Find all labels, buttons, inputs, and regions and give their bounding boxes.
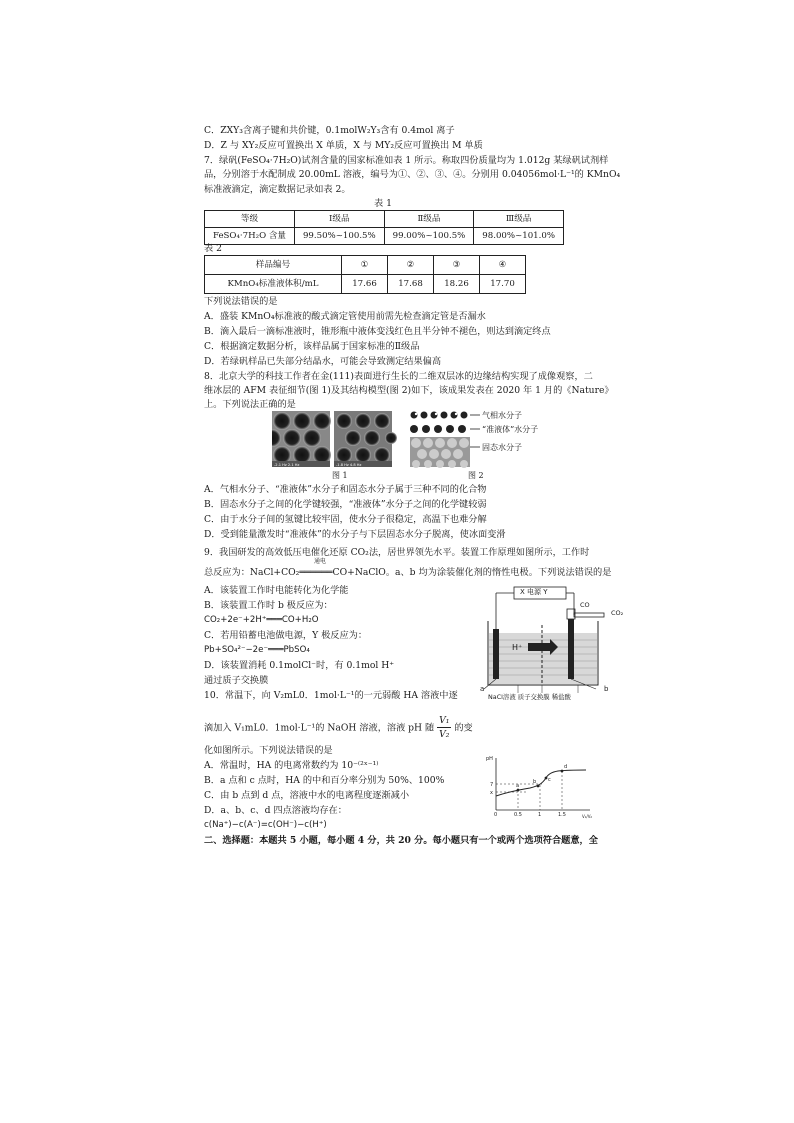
table-cell: ② [388, 256, 434, 275]
graph-tick-15: 1.5 [558, 812, 566, 818]
q10-stem-1: 10．常温下，向 V₂mL0．1mol·L⁻¹的一元弱酸 HA 溶液中逐 [204, 690, 458, 701]
q9-stem-1: 9．我国研发的高效低压电催化还原 CO₂法，居世界领先水平。装置工作原理如图所示，工作时 [204, 547, 590, 558]
q9-condition: 通电 [314, 558, 327, 565]
table-cell: 98.00%~101.0% [474, 228, 564, 245]
point-b [537, 785, 540, 788]
section-2-heading: 二、选择题：本题共 5 小题，每小题 4 分，共 20 分。每小题只有一个或两个选项符合题意，全 [204, 835, 598, 846]
electrode-b-label: b [604, 685, 609, 693]
q8-option-a: A．气相水分子、“准液体”水分子和固态水分子属于三种不同的化合物 [204, 484, 487, 495]
graph-tick-0: 0 [494, 812, 498, 818]
q10-stem-2 [204, 714, 473, 742]
table2-title: 表 2 [204, 243, 222, 254]
table-cell: ① [342, 256, 388, 275]
table-row [205, 275, 526, 294]
afm-figure-1 [272, 411, 400, 469]
q9-option-b: B．该装置工作时 b 极反应为： [204, 600, 333, 611]
fraction-numerator: V₁ [437, 714, 451, 728]
graph-y-label: pH [486, 756, 493, 762]
graph-tick-1: 1 [538, 812, 542, 818]
table-cell: 17.70 [480, 275, 526, 294]
graph-point-d-label: d [564, 764, 568, 770]
table-cell: 等级 [205, 211, 295, 228]
q9-option-d: D．该装置消耗 0.1molCl⁻时，有 0.1mol H⁺ [204, 660, 395, 671]
q8-stem-1: 8．北京大学的科技工作者在金(111)表面进行生长的二维双层冰的边缘结构实现了成像观察，二 [204, 371, 593, 382]
afm-scale-1: -2.1 Hz 2.1 Hz [274, 463, 300, 467]
q10-equation-d: c(Na⁺)−c(A⁻)=c(OH⁻)−c(H⁺) [204, 820, 327, 830]
table-cell: Ⅲ级品 [474, 211, 564, 228]
q8-option-c: C．由于水分子间的氢键比较牢固，使水分子很稳定，高温下也难分解 [204, 514, 487, 525]
q6-option-d: D．Z 与 XY₂反应可置换出 X 单质，X 与 MY₂反应可置换出 M 单质 [204, 140, 483, 151]
titration-curve [478, 752, 598, 820]
q7-option-b: B．滴入最后一滴标准液时，锥形瓶中液体变浅红色且半分钟不褪色，则达到滴定终点 [204, 326, 551, 337]
q10-stem-2b: 的变 [454, 722, 473, 734]
table-row [205, 211, 564, 228]
q7-stem-1: 7．绿矾(FeSO₄·7H₂O)试剂含量的国家标准如表 1 所示。称取四份质量均为 1.012g 某绿矾试剂样 [204, 155, 609, 166]
graph-x-label: V₁/V₂ [582, 814, 593, 819]
table-cell: FeSO₄·7H₂O 含量 [205, 228, 295, 245]
q7-stem-3: 标准液滴定，滴定数据记录如表 2。 [204, 184, 351, 195]
fig2-label-solid: 固态水分子 [482, 443, 522, 452]
table-cell: 99.50%~100.5% [295, 228, 385, 245]
table-cell: Ⅱ级品 [384, 211, 474, 228]
cell-bottom-labels: NaCl溶液 质子交换膜 稀盐酸 [488, 693, 571, 701]
q8-option-d: D．受到能量激发时“准液体”的水分子与下层固态水分子脱离，使冰面变滑 [204, 529, 506, 540]
graph-yx: x [490, 790, 493, 796]
q8-stem-2: 维冰层的 AFM 表征细节(图 1)及其结构模型(图 2)如下，该成果发表在 2020 年 1 月的《Nature》 [204, 385, 614, 396]
afm-scale-2: -1.8 Hz 4.8 Hz [336, 463, 362, 467]
table-cell: ③ [434, 256, 480, 275]
q9-option-c: C．若用铅蓄电池做电源，Y 极反应为： [204, 630, 368, 641]
q8-option-b: B．固态水分子之间的化学键较强，“准液体”水分子之间的化学键较弱 [204, 499, 487, 510]
q10-stem-3: 化如图所示。下列说法错误的是 [204, 745, 333, 756]
proton-label: H⁺ [512, 643, 523, 652]
point-d [561, 770, 564, 773]
q8-stem-3: 上。下列说法正确的是 [204, 399, 296, 410]
q10-stem-2a: 滴加入 V₁mL0．1mol·L⁻¹的 NaOH 溶液，溶液 pH 随 [204, 722, 435, 734]
table-1 [204, 210, 564, 245]
point-c [545, 777, 548, 780]
table-row [205, 256, 526, 275]
table-cell: 17.68 [388, 275, 434, 294]
table-cell: 18.26 [434, 275, 480, 294]
q7-option-c: C．根据滴定数据分析，该样品属于国家标准的Ⅱ级品 [204, 341, 420, 352]
v1-over-v2-fraction [437, 714, 451, 742]
point-a [517, 789, 520, 792]
table-cell: Ⅰ级品 [295, 211, 385, 228]
table-2 [204, 255, 526, 294]
table-cell: 99.00%~100.5% [384, 228, 474, 245]
fraction-denominator: V₂ [439, 729, 450, 741]
q7-stem-2: 品，分别溶于水配制成 20.00mL 溶液，编号为①、②、③、④。分别用 0.04056mol·L⁻¹的 KMnO₄ [204, 169, 621, 180]
fig2-caption: 图 2 [468, 471, 484, 480]
q9-option-a: A．该装置工作时电能转化为化学能 [204, 585, 349, 596]
q10-option-b: B．a 点和 c 点时，HA 的中和百分率分别为 50%、100% [204, 775, 445, 786]
table-cell: 17.66 [342, 275, 388, 294]
fig2-label-quasi-liquid: “准液体”水分子 [482, 425, 539, 434]
fig1-caption: 图 1 [332, 471, 348, 480]
power-supply-label: X 电源 Y [520, 588, 548, 596]
q10-option-a: A．常温时，HA 的电离常数约为 10⁻⁽²ˣ⁻¹⁾ [204, 760, 379, 771]
fig2-label-gas: 气相水分子 [482, 411, 522, 420]
q10-option-d: D．a、b、c、d 四点溶液均存在： [204, 805, 347, 816]
co-label: CO [580, 601, 590, 609]
q9-equation-b: CO₂+2e⁻+2H⁺═══CO+H₂O [204, 615, 319, 625]
table-cell: KMnO₄标准液体积/mL [205, 275, 342, 294]
q6-option-c: C．ZXY₃含离子键和共价键，0.1molW₂Y₃含有 0.4mol 离子 [204, 125, 455, 136]
table1-title: 表 1 [374, 198, 392, 209]
graph-y7: 7 [490, 782, 494, 788]
graph-point-c-label: c [548, 777, 551, 783]
q9-equation-c: Pb+SO₄²⁻−2e⁻═══PbSO₄ [204, 645, 310, 655]
co2-label: CO₂ [611, 609, 624, 617]
q10-option-c: C．由 b 点到 d 点，溶液中水的电离程度逐渐减小 [204, 790, 410, 801]
table-cell: ④ [480, 256, 526, 275]
q7-ask: 下列说法错误的是 [204, 296, 278, 307]
q9-stem-2: 总反应为：NaCl+CO₂══════CO+NaClO。a、b 均为涂装催化剂的惰性电极。下列说法错误的是 [204, 567, 612, 578]
graph-point-b-label: b [533, 779, 537, 785]
q9-option-d-cont: 通过质子交换膜 [204, 675, 269, 686]
q7-option-d: D．若绿矾样品已失部分结晶水，可能会导致测定结果偏高 [204, 356, 442, 367]
electrode-a-label: a [480, 685, 485, 693]
q7-option-a: A．盛装 KMnO₄标准液的酸式滴定管使用前需先检查滴定管是否漏水 [204, 311, 486, 322]
table-row [205, 228, 564, 245]
graph-point-a-label: a [516, 783, 520, 789]
graph-tick-05: 0.5 [514, 812, 522, 818]
table-cell: 样品编号 [205, 256, 342, 275]
